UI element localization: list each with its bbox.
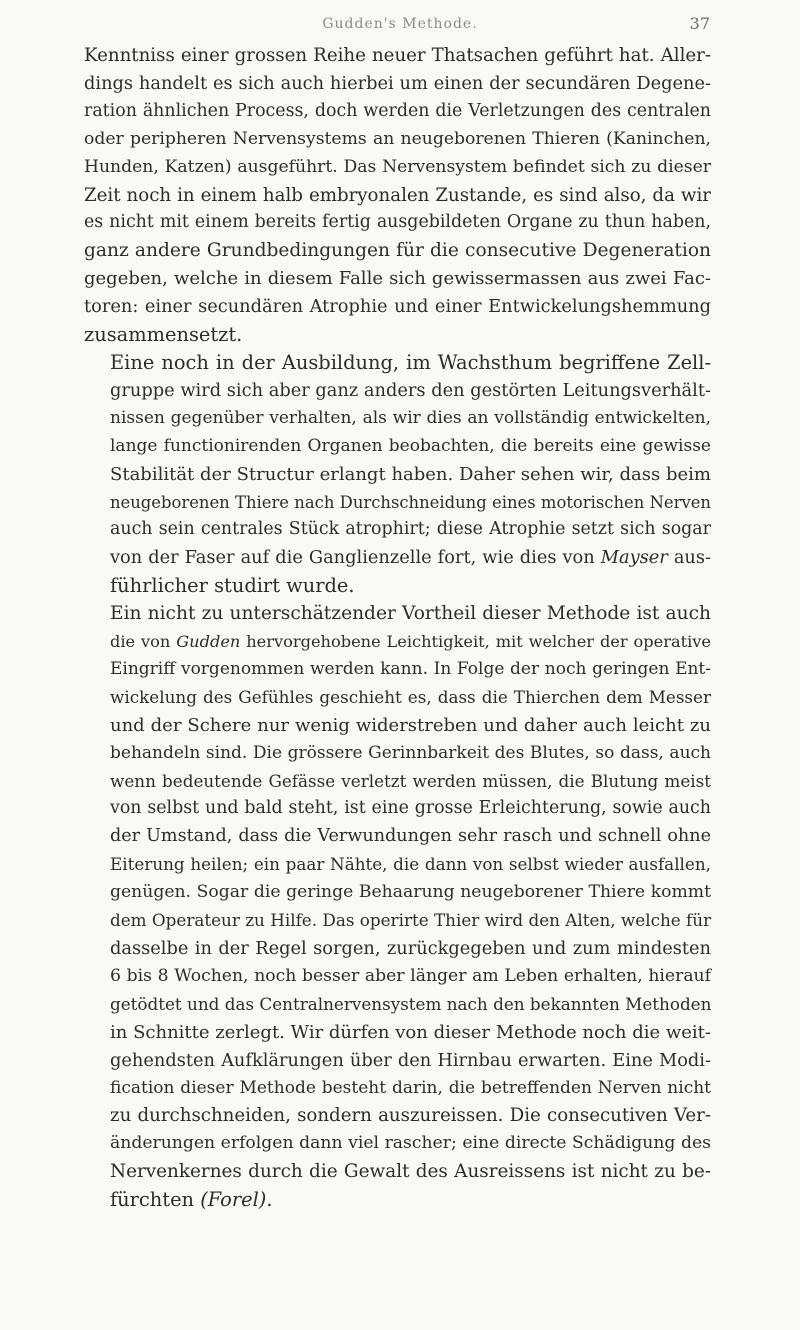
text-line: genügen. Sogar die geringe Behaarung neugeborener Thiere kommt xyxy=(110,882,711,903)
text-line: Eiterung heilen; ein paar Nähte, die dann von selbst wieder ausfallen, xyxy=(110,854,711,875)
text-line: es nicht mit einem bereits fertig ausgebildeten Organe zu thun haben, xyxy=(84,212,711,233)
text-line: lange functionirenden Organen beobachten, die bereits eine gewisse xyxy=(110,435,711,456)
paragraph-2 xyxy=(84,349,711,600)
text-line: Ein nicht zu unterschätzender Vortheil dieser Methode ist auch xyxy=(110,603,711,625)
text-line: wickelung des Gefühles geschieht es, dass die Thierchen dem Messer xyxy=(110,686,711,707)
body-text xyxy=(84,42,711,1214)
text-line: der Umstand, dass die Verwundungen sehr rasch und schnell ohne xyxy=(110,826,711,847)
cited-author-forel: (Forel). xyxy=(200,1188,273,1212)
text-line: und der Schere nur wenig widerstreben und daher auch leicht zu xyxy=(110,714,711,736)
text-line: ration ähnlichen Process, doch werden die Verletzungen des centralen xyxy=(84,100,711,121)
text-line: Hunden, Katzen) ausgeführt. Das Nervensystem befindet sich zu dieser xyxy=(84,156,711,177)
text-line-with-citation xyxy=(84,544,711,572)
text-line: zusammensetzt. xyxy=(84,323,243,347)
text-line: fication dieser Methode besteht darin, die betreffenden Nerven nicht xyxy=(110,1077,711,1098)
paragraph-3 xyxy=(84,600,711,1214)
text-line: dasselbe in der Regel sorgen, zurückgegeben und zum mindesten xyxy=(110,938,711,959)
text-line-with-citation xyxy=(84,1186,711,1214)
text-line: dem Operateur zu Hilfe. Das operirte Thier wird den Alten, welche für xyxy=(110,910,712,931)
text-line: gruppe wird sich aber ganz anders den gestörten Leitungsverhält- xyxy=(110,379,711,401)
text-line: auch sein centrales Stück atrophirt; diese Atrophie setzt sich sogar xyxy=(110,519,711,540)
paragraph-1 xyxy=(84,42,711,349)
text-line: behandeln sind. Die grössere Gerinnbarkeit des Blutes, so dass, auch xyxy=(110,742,711,763)
text-line: Kenntniss einer grossen Reihe neuer Thatsachen geführt hat. Aller- xyxy=(84,45,711,66)
text-fragment: aus- xyxy=(667,547,712,569)
text-line: Stabilität der Structur erlangt haben. Daher sehen wir, dass beim xyxy=(110,463,711,485)
page-number: 37 xyxy=(689,14,710,33)
running-head xyxy=(0,14,800,38)
text-fragment: von der Faser auf die Ganglienzelle fort, wie dies von xyxy=(110,547,601,569)
text-line: gegeben, welche in diesem Falle sich gewissermassen aus zwei Fac- xyxy=(84,268,711,290)
text-line: 6 bis 8 Wochen, noch besser aber länger am Leben erhalten, hierauf xyxy=(110,965,711,986)
text-fragment: die von xyxy=(110,632,177,652)
text-line: führlicher studirt wurde. xyxy=(110,574,355,598)
text-line: Eine noch in der Ausbildung, im Wachsthum begriffene Zell- xyxy=(110,350,711,374)
text-line: änderungen erfolgen dann viel rascher; eine directe Schädigung des xyxy=(110,1133,711,1154)
text-line: ganz andere Grundbedingungen für die consecutive Degeneration xyxy=(84,240,711,262)
running-title: Gudden's Methode. xyxy=(322,16,478,32)
text-line-with-citation xyxy=(84,628,711,656)
text-line: in Schnitte zerlegt. Wir dürfen von dieser Methode noch die weit- xyxy=(110,1021,711,1043)
text-fragment: fürchten xyxy=(110,1188,201,1212)
text-line: zu durchschneiden, sondern auszureissen. Die consecutiven Ver- xyxy=(110,1105,711,1127)
text-line: dings handelt es sich auch hierbei um einen der secundären Degene- xyxy=(84,72,711,94)
cited-author-mayser: Mayser xyxy=(600,547,668,569)
text-line: Nervenkernes durch die Gewalt des Ausreissens ist nicht zu be- xyxy=(110,1161,711,1183)
text-line: oder peripheren Nervensystems an neugeborenen Thieren (Kaninchen, xyxy=(84,128,711,149)
text-line: gehendsten Aufklärungen über den Hirnbau erwarten. Eine Modi- xyxy=(110,1049,711,1071)
text-line: wenn bedeutende Gefässe verletzt werden müssen, die Blutung meist xyxy=(110,770,711,791)
text-line: getödtet und das Centralnervensystem nach den bekannten Methoden xyxy=(110,993,712,1014)
text-fragment: hervorgehobene Leichtigkeit, mit welcher der operative xyxy=(240,632,711,652)
cited-author-gudden: Gudden xyxy=(176,632,241,652)
text-line: toren: einer secundären Atrophie und einer Entwickelungshemmung xyxy=(84,296,711,318)
text-line: Zeit noch in einem halb embryonalen Zustande, es sind also, da wir xyxy=(84,184,711,206)
text-line: Eingriff vorgenommen werden kann. In Folge der noch geringen Ent- xyxy=(110,658,711,679)
text-line: von selbst und bald steht, ist eine grosse Erleichterung, sowie auch xyxy=(110,798,711,819)
text-line: neugeborenen Thiere nach Durchschneidung eines motorischen Nerven xyxy=(110,492,711,512)
text-line: nissen gegenüber verhalten, als wir dies an vollständig entwickelten, xyxy=(110,407,711,428)
